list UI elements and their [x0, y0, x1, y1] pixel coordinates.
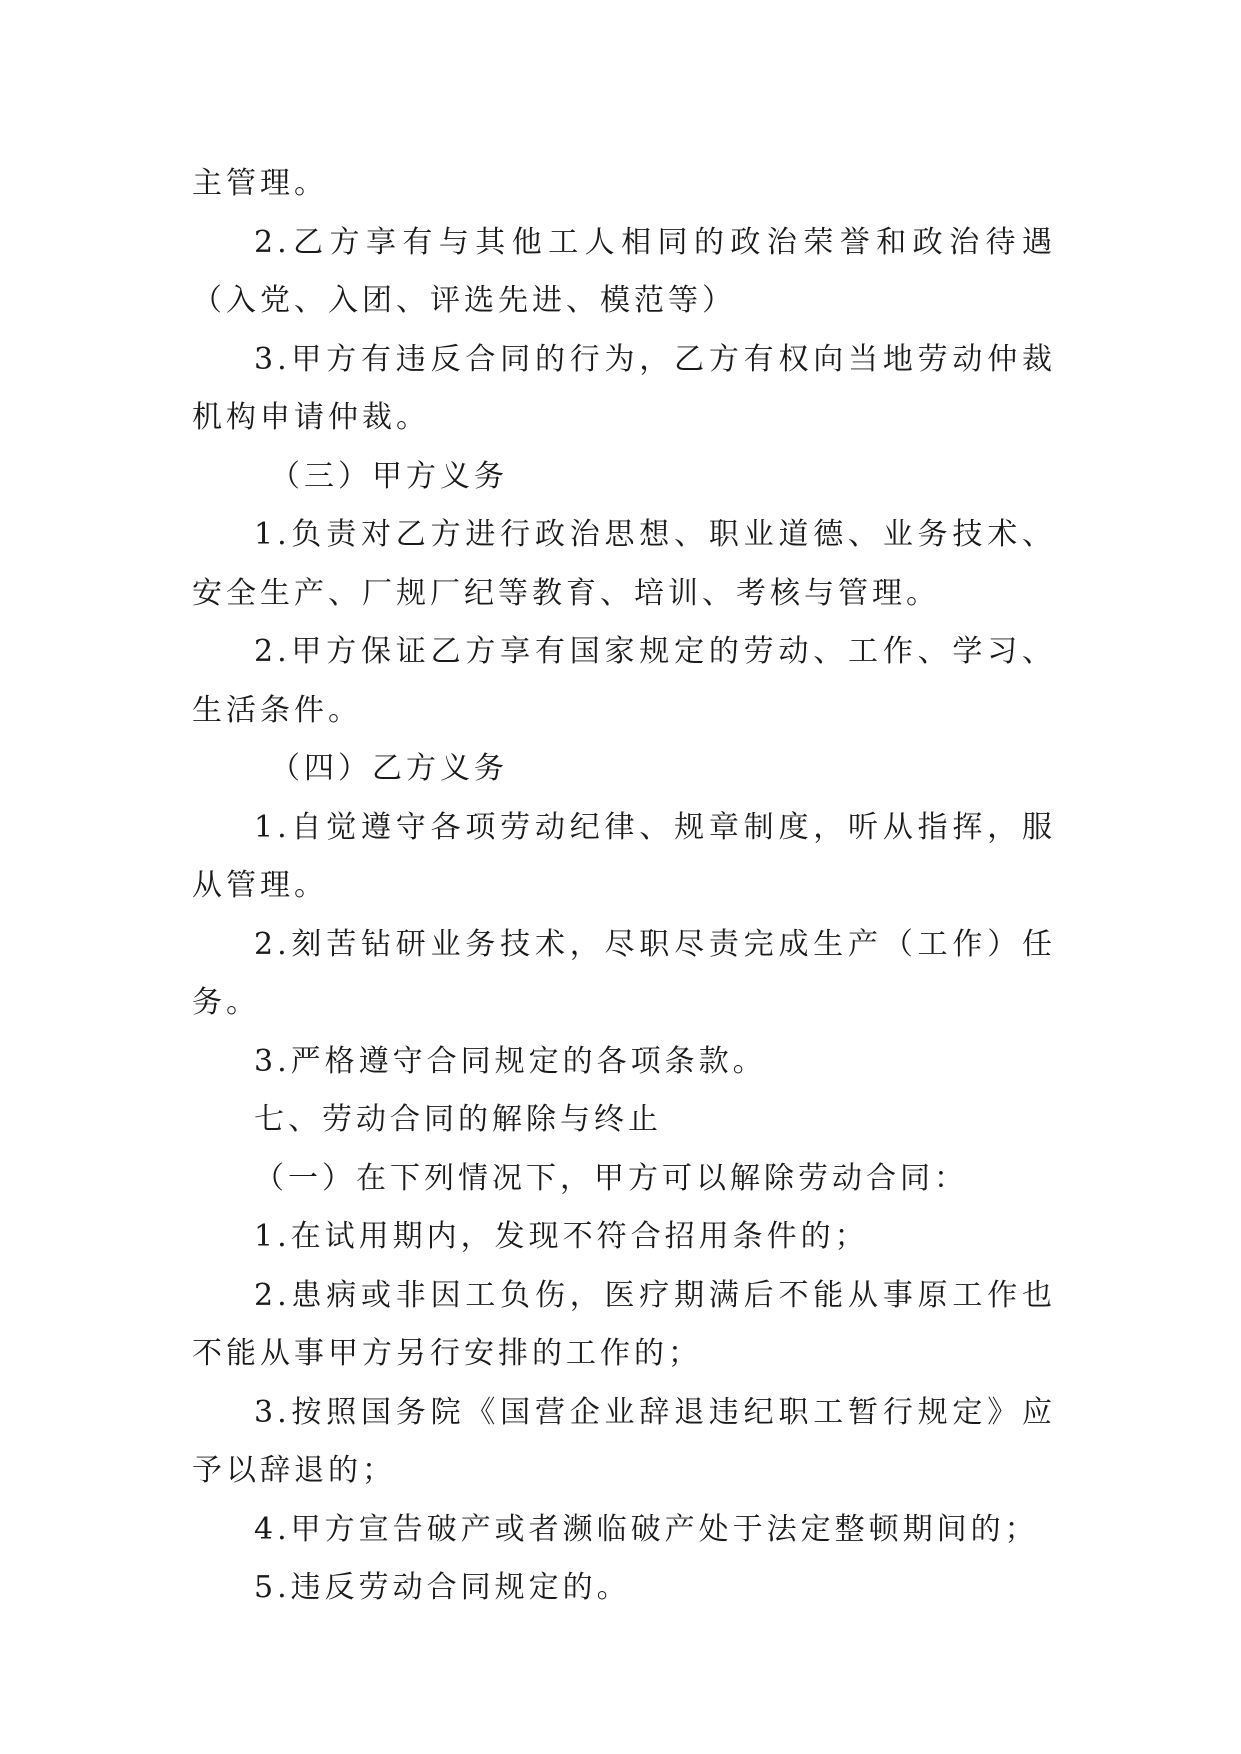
paragraph-item-2-illness: 2.患病或非因工负伤，医疗期满后不能从事原工作也不能从事甲方另行安排的工作的； — [192, 1277, 1056, 1371]
paragraph-item-3-dismissal: 3.按照国务院《国营企业辞退违纪职工暂行规定》应予以辞退的； — [192, 1394, 1056, 1488]
paragraph-item-2-conditions: 2.甲方保证乙方享有国家规定的劳动、工作、学习、生活条件。 — [192, 634, 1056, 728]
paragraph-item-1-probation: 1.在试用期内，发现不符合招用条件的； — [254, 1219, 869, 1254]
paragraph-item-5-violation: 5.违反劳动合同规定的。 — [254, 1570, 631, 1605]
paragraph-item-2-study: 2.刻苦钻研业务技术，尽职尽责完成生产（工作）任务。 — [192, 926, 1056, 1020]
paragraph-continuation: 主管理。 — [192, 166, 328, 201]
paragraph-item-4-bankruptcy: 4.甲方宣告破产或者濒临破产处于法定整顿期间的； — [254, 1511, 1039, 1547]
paragraph-item-1-discipline: 1.自觉遵守各项劳动纪律、规章制度，听从指挥，服从管理。 — [192, 809, 1056, 903]
section-heading-party-b-obligations: （四）乙方义务 — [270, 751, 508, 786]
paragraph-item-2-political-treatment: 2.乙方享有与其他工人相同的政治荣誉和政治待遇（入党、入团、评选先进、模范等） — [192, 224, 1056, 318]
document-body — [192, 155, 1056, 1618]
paragraph-item-3-compliance: 3.严格遵守合同规定的各项条款。 — [254, 1043, 767, 1079]
paragraph-item-1-education: 1.负责对乙方进行政治思想、职业道德、业务技术、安全生产、厂规厂纪等教育、培训、考核与管理。 — [192, 517, 1056, 611]
section-heading-party-a-obligations: （三）甲方义务 — [270, 458, 508, 494]
paragraph-item-3-arbitration: 3.甲方有违反合同的行为，乙方有权向当地劳动仲裁机构申请仲裁。 — [192, 341, 1056, 435]
section-heading-termination-conditions: （一）在下列情况下，甲方可以解除劳动合同： — [254, 1160, 968, 1196]
chapter-heading-termination: 七、劳动合同的解除与终止 — [254, 1102, 662, 1137]
